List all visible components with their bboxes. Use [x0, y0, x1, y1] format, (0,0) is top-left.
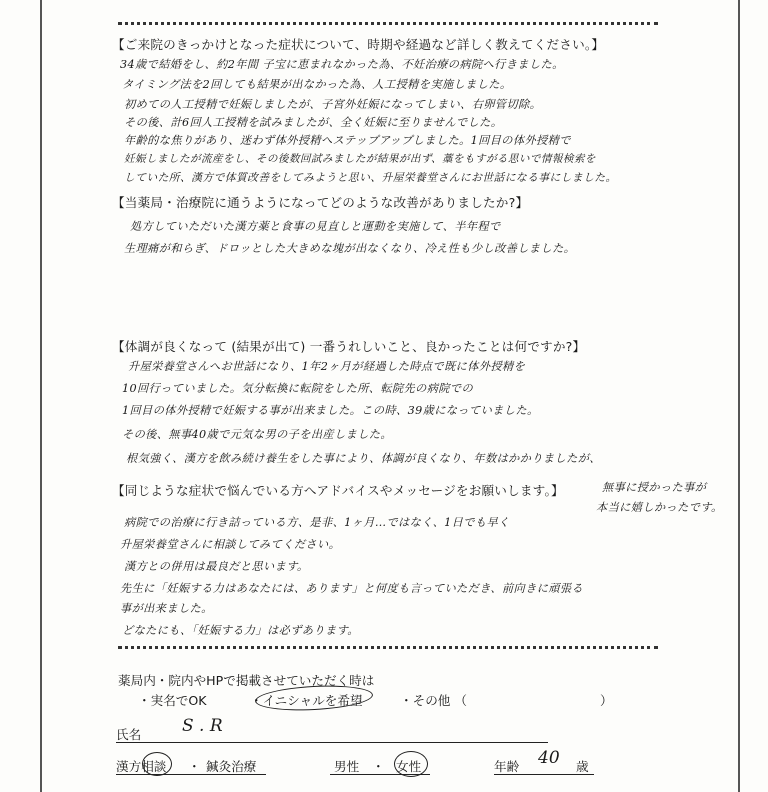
gender-underline [330, 774, 430, 775]
gender-female[interactable]: 女性 [396, 759, 422, 774]
treatment-acupuncture[interactable]: 鍼灸治療 [206, 759, 257, 774]
option-real-name[interactable]: ・実名でOK [138, 693, 207, 708]
treatment-separator: ・ [188, 759, 201, 774]
handwritten-line: その後、無事40歳で元気な男の子を出産しました。 [122, 428, 392, 441]
handwritten-line: 病院での治療に行き詰っている方、是非、1ヶ月…ではなく、1日でも早く [124, 516, 510, 529]
gender-separator: ・ [372, 759, 385, 774]
handwritten-line: 漢方との併用は最良だと思います。 [124, 560, 309, 573]
handwritten-line: タイミング法を2回しても結果が出なかった為、人工授精を実施しました。 [122, 78, 512, 91]
handwritten-line: 根気強く、漢方を飲み続け養生をした事により、体調が良くなり、年数はかかりましたが、 [126, 452, 601, 465]
handwritten-line: 事が出来ました。 [120, 602, 213, 615]
section-heading-symptoms: 【ご来院のきっかけとなった症状について、時期や経過など詳しく教えてください。】 [112, 37, 605, 52]
option-other[interactable]: ・その他 （ [400, 693, 467, 708]
section-heading-improvement: 【当薬局・治療院に通うようになってどのような改善がありましたか?】 [112, 195, 529, 210]
name-label: 氏名 [116, 727, 142, 742]
treatment-underline [116, 774, 266, 775]
name-value[interactable]: S . R [182, 716, 223, 736]
handwritten-line: 升屋栄養堂さんに相談してみてください。 [120, 538, 341, 551]
option-other-close: ） [600, 693, 613, 708]
handwritten-line: していた所、漢方で体質改善をしてみようと思い、升屋栄養堂さんにお世話になる事にしました。 [124, 171, 617, 184]
dotted-divider [118, 646, 658, 649]
section-heading-happiness: 【体調が良くなって (結果が出て) 一番うれしいこと、良かったことは何ですか?】 [112, 339, 586, 354]
handwritten-line: その後、計6回人工授精を試みましたが、全く妊娠に至りませんでした。 [124, 116, 503, 129]
handwritten-line: 年齢的な焦りがあり、迷わず体外授精へステップアップしました。1回目の体外授精で [124, 134, 571, 147]
handwritten-line: 34歳で結婚をし、約2年間 子宝に恵まれなかった為、不妊治療の病院へ行きました。 [120, 58, 564, 71]
left-margin-line [40, 0, 42, 792]
gender-male[interactable]: 男性 [334, 759, 360, 774]
dotted-divider [118, 22, 658, 25]
handwritten-line: 無事に授かった事が [602, 481, 707, 494]
name-underline [116, 742, 548, 743]
handwritten-line: 本当に嬉しかったです。 [596, 501, 723, 514]
handwritten-line: 升屋栄養堂さんへお世話になり、1年2ヶ月が経過した時点で既に体外授精を [128, 360, 526, 373]
treatment-kampo[interactable]: 漢方相談 [116, 759, 167, 774]
handwritten-line: どなたにも、「妊娠する力」は必ずあります。 [122, 624, 359, 637]
publish-consent-title: 薬局内・院内やHPで掲載させていただく時は [118, 673, 375, 688]
option-initials[interactable]: ・イニシャルを希望 [250, 693, 363, 708]
age-value[interactable]: 40 [538, 748, 560, 768]
age-underline [494, 774, 594, 775]
handwritten-line: 10回行っていました。気分転換に転院をした所、転院先の病院での [122, 382, 474, 395]
section-heading-message: 【同じような症状で悩んでいる方へアドバイスやメッセージをお願いします。】 [112, 483, 564, 498]
age-label: 年齢 [494, 759, 520, 774]
handwritten-line: 先生に「妊娠する力はあなたには、あります」と何度も言っていただき、前向きに頑張る [120, 582, 584, 595]
handwritten-line: 処方していただいた漢方薬と食事の見直しと運動を実施して、半年程で [130, 220, 501, 233]
selection-circle [142, 752, 172, 776]
handwritten-line: 生理痛が和らぎ、ドロッとした大きめな塊が出なくなり、冷え性も少し改善しました。 [124, 242, 576, 255]
right-margin-line [738, 0, 740, 792]
handwritten-line: 1回目の体外授精で妊娠する事が出来ました。この時、39歳になっていました。 [122, 404, 539, 417]
handwritten-line: 妊娠しましたが流産をし、その後数回試みましたが結果が出ず、藁をもすがる思いで情報検索を [124, 153, 596, 165]
handwritten-line: 初めての人工授精で妊娠しましたが、子宮外妊娠になってしまい、右卵管切除。 [124, 98, 542, 111]
age-unit: 歳 [576, 759, 589, 774]
